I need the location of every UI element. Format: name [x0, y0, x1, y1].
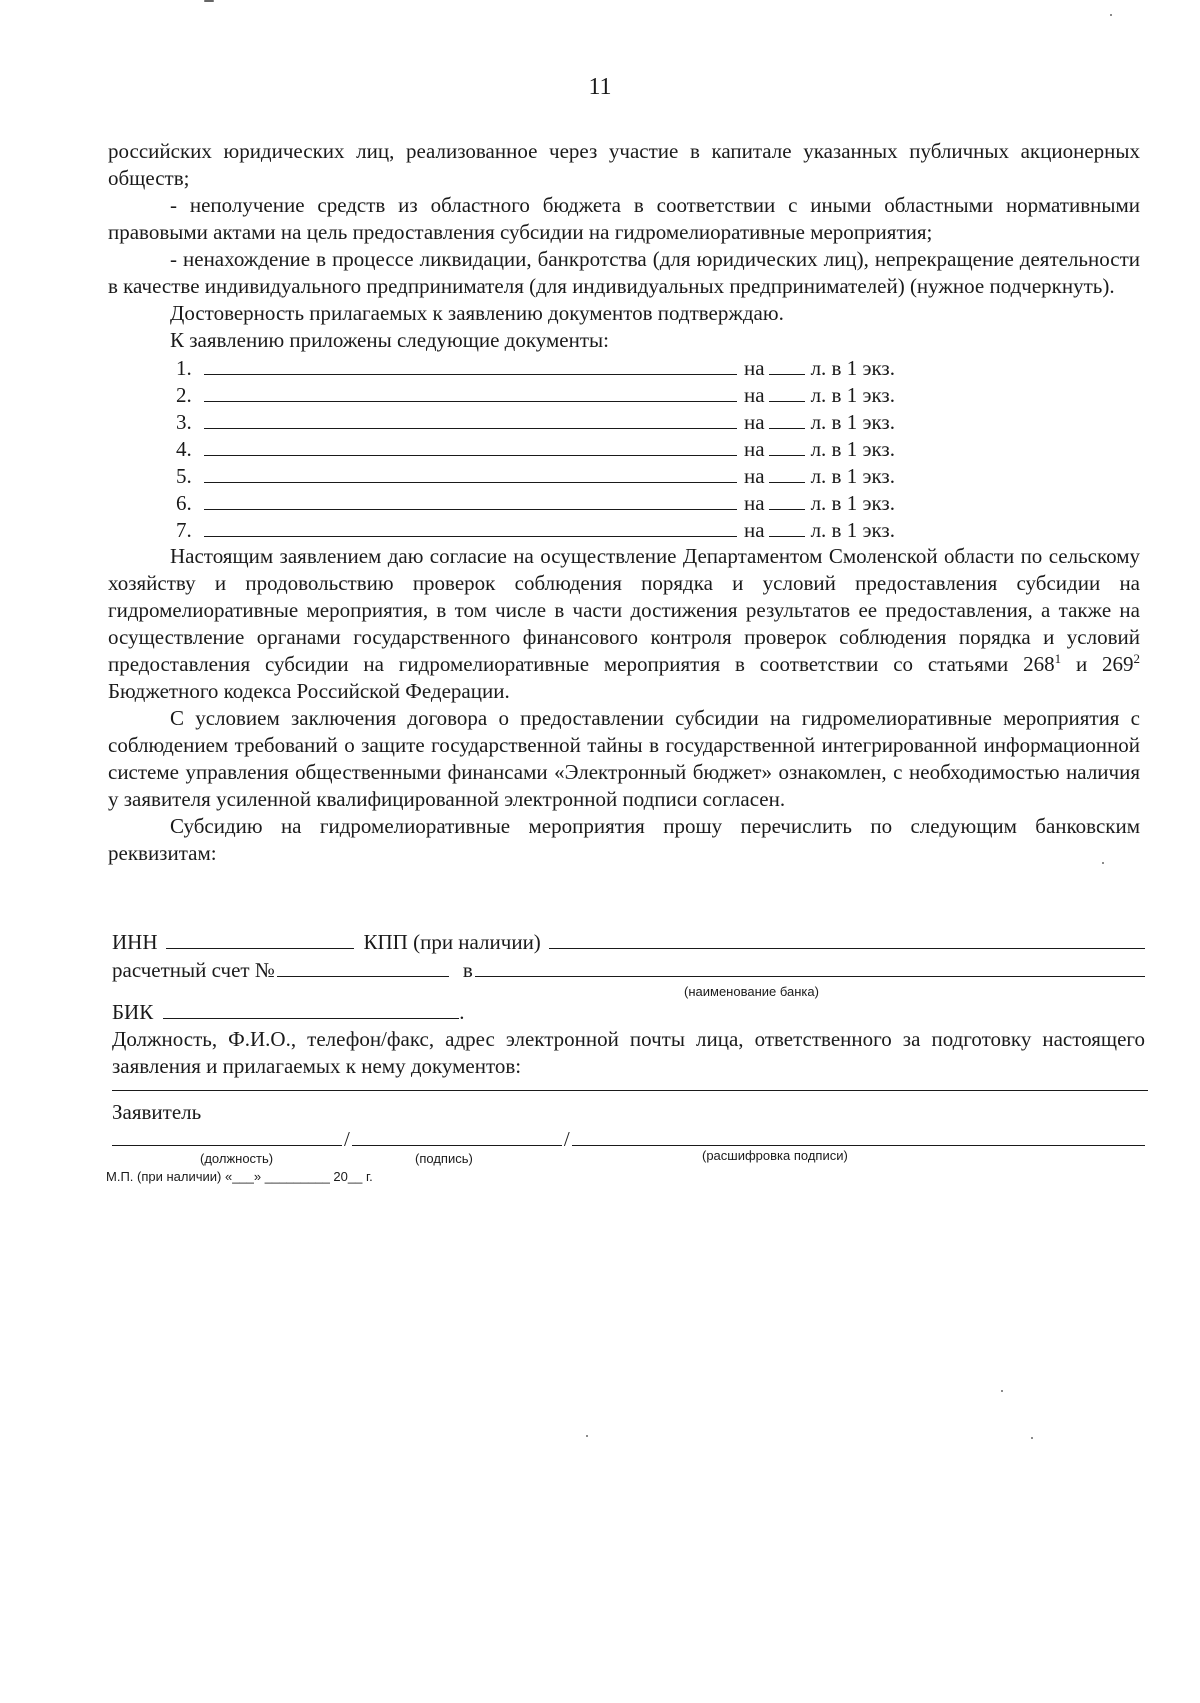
- document-number: 3.: [176, 410, 192, 434]
- document-copies-label: л. в 1 экз.: [810, 491, 895, 515]
- document-row: [108, 462, 1140, 489]
- document-body: [108, 138, 1140, 867]
- document-pages-field[interactable]: [769, 435, 805, 456]
- bank-name-field[interactable]: [475, 956, 1145, 977]
- signature-decoding-field[interactable]: [572, 1125, 1145, 1146]
- document-copies-label: л. в 1 экз.: [810, 464, 895, 488]
- document-row: [108, 408, 1140, 435]
- article-superscript: 2: [1133, 651, 1140, 666]
- document-pages-field[interactable]: [769, 381, 805, 402]
- paragraph-agreement-terms: С условием заключения договора о предоставлении субсидии на гидромелиоративные мероприятия с соблюдением требований о защите государственной тайны в государственной интегрированной информационной системе управления общественными финансами «Электронный бюджет» ознакомлен, с необходимостью наличия у заявителя усиленной квалифицированной электронной подписи согласен.: [108, 706, 1140, 811]
- document-pages-field[interactable]: [769, 408, 805, 429]
- document-name-field[interactable]: [204, 354, 737, 375]
- scan-speck: [1001, 1390, 1003, 1392]
- account-field[interactable]: [277, 956, 449, 977]
- signature-field[interactable]: [352, 1125, 562, 1146]
- applicant-label: Заявитель: [112, 1100, 202, 1124]
- document-on-label: на: [744, 437, 765, 461]
- document-on-label: на: [744, 518, 765, 542]
- bank-in-label: в: [462, 958, 473, 982]
- document-name-field[interactable]: [204, 489, 737, 510]
- document-copies-label: л. в 1 экз.: [810, 410, 895, 434]
- document-name-field[interactable]: [204, 381, 737, 402]
- document-number: 6.: [176, 491, 192, 515]
- scan-speck: [204, 0, 214, 2]
- document-on-label: на: [744, 383, 765, 407]
- paragraph-no-liquidation: - ненахождение в процессе ликвидации, банкротства (для юридических лиц), непрекращение деятельности в качестве индивидуального предпринимателя (для индивидуальных предпринимателей) (нужное подчеркнуть).: [108, 247, 1140, 298]
- responsible-person-text: Должность, Ф.И.О., телефон/факс, адрес электронной почты лица, ответственного за подготовку настоящего заявления и прилагаемых к нему документов:: [112, 1027, 1145, 1078]
- document-on-label: на: [744, 464, 765, 488]
- paragraph-attached-docs: К заявлению приложены следующие документы:: [170, 328, 609, 352]
- document-row: [108, 489, 1140, 516]
- inn-kpp-row: [112, 928, 1145, 955]
- bik-label: БИК: [112, 1000, 154, 1024]
- decoding-caption: (расшифровка подписи): [702, 1148, 848, 1163]
- document-copies-label: л. в 1 экз.: [810, 518, 895, 542]
- signature-caption: (подпись): [415, 1151, 473, 1166]
- document-name-field[interactable]: [204, 516, 737, 537]
- position-field[interactable]: [112, 1125, 342, 1146]
- document-row: [108, 354, 1140, 381]
- document-pages-field[interactable]: [769, 354, 805, 375]
- document-number: 5.: [176, 464, 192, 488]
- consent-text-b: Бюджетного кодекса Российской Федерации.: [108, 679, 510, 703]
- scan-speck: [1031, 1437, 1033, 1439]
- document-pages-field[interactable]: [769, 516, 805, 537]
- paragraph-no-funds: - неполучение средств из областного бюджета в соответствии с иными областными нормативными правовыми актами на цель предоставления субсидии на гидромелиоративные мероприятия;: [108, 193, 1140, 244]
- document-number: 2.: [176, 383, 192, 407]
- document-name-field[interactable]: [204, 408, 737, 429]
- document-copies-label: л. в 1 экз.: [810, 437, 895, 461]
- document-name-field[interactable]: [204, 462, 737, 483]
- paragraph-consent: [108, 543, 1140, 705]
- document-row: [108, 381, 1140, 408]
- scan-speck: [1102, 862, 1104, 864]
- inn-field[interactable]: [166, 928, 354, 949]
- document-number: 7.: [176, 518, 192, 542]
- document-copies-label: л. в 1 экз.: [810, 383, 895, 407]
- stamp-date-line: М.П. (при наличии) «___» _________ 20__ г.: [106, 1169, 373, 1184]
- document-name-field[interactable]: [204, 435, 737, 456]
- paragraph-legal-entities: российских юридических лиц, реализованное через участие в капитале указанных публичных акционерных обществ;: [108, 139, 1140, 190]
- consent-text-a: Настоящим заявлением даю согласие на осуществление Департаментом Смоленской области по сельскому хозяйству и продовольствию проверок соблюдения порядка и условий предоставления субсидии на гидромелиоративные мероприятия, в том числе в части достижения результатов ее предоставления, а также на осуществление органами государственного финансового контроля проверок соблюдения порядка и условий предоставления субсидии на гидромелиоративные мероприятия в соответствии со статьями 268: [108, 544, 1140, 676]
- paragraph-authenticity: Достоверность прилагаемых к заявлению документов подтверждаю.: [170, 301, 784, 325]
- applicant-row: [112, 1100, 1145, 1125]
- consent-text-mid: и 269: [1061, 652, 1134, 676]
- document-number: 4.: [176, 437, 192, 461]
- position-caption: (должность): [200, 1151, 274, 1166]
- kpp-field[interactable]: [549, 928, 1145, 949]
- bank-name-caption: (наименование банка): [684, 984, 819, 999]
- scan-speck: [586, 1435, 588, 1437]
- document-row: [108, 516, 1140, 543]
- document-on-label: на: [744, 356, 765, 380]
- slash: /: [344, 1127, 350, 1151]
- attached-documents-list: [108, 354, 1140, 543]
- document-row: [108, 435, 1140, 462]
- document-pages-field[interactable]: [769, 462, 805, 483]
- scan-speck: [1110, 14, 1112, 16]
- slash: /: [563, 1127, 570, 1151]
- account-row: [112, 956, 1145, 983]
- document-on-label: на: [744, 410, 765, 434]
- bik-field[interactable]: [163, 998, 459, 1019]
- bik-row: [112, 998, 1145, 1025]
- document-copies-label: л. в 1 экз.: [810, 356, 895, 380]
- document-on-label: на: [744, 491, 765, 515]
- inn-label: ИНН: [112, 930, 158, 954]
- kpp-label: КПП (при наличии): [363, 930, 541, 954]
- signature-row: [112, 1125, 1145, 1152]
- page-number: 11: [588, 74, 612, 100]
- responsible-person-field[interactable]: [112, 1090, 1148, 1091]
- document-pages-field[interactable]: [769, 489, 805, 510]
- document-number: 1.: [176, 356, 192, 380]
- article-superscript: 1: [1054, 651, 1062, 666]
- paragraph-bank-request: Субсидию на гидромелиоративные мероприятия прошу перечислить по следующим банковским реквизитам:: [108, 814, 1140, 865]
- account-label: расчетный счет №: [112, 958, 275, 982]
- bik-end: .: [459, 1000, 465, 1024]
